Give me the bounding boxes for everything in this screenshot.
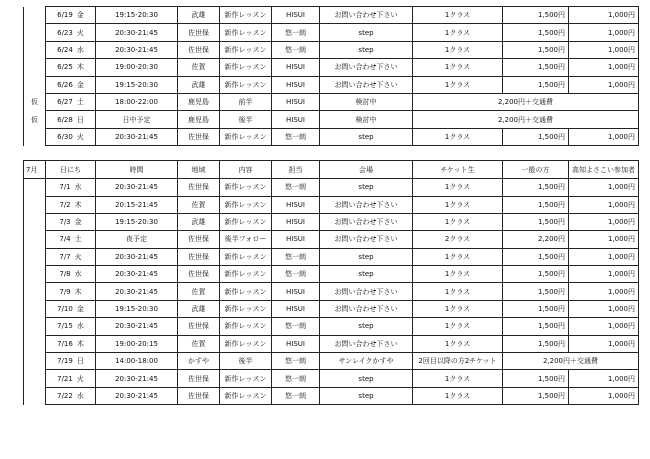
staff-cell: HISUI <box>272 231 320 248</box>
weekday-value: 金 <box>76 80 84 89</box>
table-row <box>24 370 639 387</box>
date-value: 7/19 <box>57 357 73 366</box>
staff-cell: HISUI <box>272 59 320 76</box>
staff-cell: 悠一朗 <box>272 353 320 370</box>
date-cell <box>46 111 96 128</box>
venue-cell: お問い合わせ下さい <box>320 335 413 352</box>
month-spacer <box>24 318 46 335</box>
table-row <box>24 76 639 93</box>
date-value: 6/19 <box>57 11 73 20</box>
date-value: 7/9 <box>59 287 71 296</box>
member-price-cell: 1,000円 <box>569 387 639 404</box>
table-row <box>24 231 639 248</box>
time-cell: 20:30-21:45 <box>96 266 178 283</box>
ticket-cell: 1クラス <box>413 283 503 300</box>
time-cell: 19:00-20:15 <box>96 335 178 352</box>
date-value: 6/28 <box>57 115 73 124</box>
member-price-cell: 1,000円 <box>569 213 639 230</box>
tentative-mark: 仮 <box>24 111 46 128</box>
general-price-cell: 1,500円 <box>503 213 569 230</box>
ticket-cell: 1クラス <box>413 335 503 352</box>
weekday-value: 日 <box>76 115 84 124</box>
table-row <box>24 353 639 370</box>
content-cell: 後半 <box>220 353 272 370</box>
area-cell: 佐世保 <box>178 370 220 387</box>
date-value: 7/7 <box>59 252 71 261</box>
month-label: 7月 <box>24 161 46 179</box>
general-price-cell: 1,500円 <box>503 179 569 196</box>
month-spacer <box>24 248 46 265</box>
area-cell: 武雄 <box>178 76 220 93</box>
area-cell: 佐世保 <box>178 248 220 265</box>
date-cell <box>46 335 96 352</box>
price-merged-cell: 2,200円＋交通費 <box>413 111 639 128</box>
staff-cell: 悠一朗 <box>272 24 320 41</box>
venue-cell: step <box>320 248 413 265</box>
weekday-value: 水 <box>76 45 84 54</box>
general-price-cell: 1,500円 <box>503 300 569 317</box>
date-value: 7/21 <box>57 374 73 383</box>
table-row <box>24 41 639 58</box>
general-price-cell: 1,500円 <box>503 335 569 352</box>
month-spacer <box>24 300 46 317</box>
member-price-cell: 1,000円 <box>569 370 639 387</box>
content-cell: 新作レッスン <box>220 7 272 24</box>
area-cell: 佐世保 <box>178 387 220 404</box>
date-value: 6/30 <box>57 132 73 141</box>
content-cell: 新作レッスン <box>220 266 272 283</box>
venue-cell: step <box>320 41 413 58</box>
section-gap <box>24 146 639 161</box>
date-value: 6/27 <box>57 98 73 107</box>
date-cell <box>46 41 96 58</box>
venue-cell: お問い合わせ下さい <box>320 283 413 300</box>
tentative-mark <box>24 76 46 93</box>
table-row <box>24 318 639 335</box>
schedule-sheet <box>23 6 638 405</box>
venue-cell: お問い合わせ下さい <box>320 196 413 213</box>
ticket-cell: 1クラス <box>413 59 503 76</box>
staff-cell: HISUI <box>272 76 320 93</box>
venue-cell: step <box>320 387 413 404</box>
table-row <box>24 128 639 145</box>
member-price-cell: 1,000円 <box>569 283 639 300</box>
member-price-cell: 1,000円 <box>569 41 639 58</box>
weekday-value: 木 <box>74 200 82 209</box>
table-row <box>24 387 639 404</box>
date-cell <box>46 76 96 93</box>
tentative-mark <box>24 128 46 145</box>
content-cell: 新作レッスン <box>220 318 272 335</box>
staff-cell: HISUI <box>272 213 320 230</box>
date-value: 7/15 <box>57 322 73 331</box>
date-value: 6/25 <box>57 63 73 72</box>
content-cell: 新作レッスン <box>220 41 272 58</box>
date-value: 6/24 <box>57 45 73 54</box>
date-value: 7/22 <box>57 392 73 400</box>
time-cell: 19:00-20:30 <box>96 59 178 76</box>
col-header-venue: 会場 <box>320 161 413 179</box>
member-price-cell: 1,000円 <box>569 24 639 41</box>
date-value: 7/8 <box>59 270 71 279</box>
content-cell: 新作レッスン <box>220 248 272 265</box>
venue-cell: step <box>320 179 413 196</box>
area-cell: 佐賀 <box>178 59 220 76</box>
venue-cell: お問い合わせ下さい <box>320 59 413 76</box>
date-cell <box>46 213 96 230</box>
time-cell: 日中予定 <box>96 111 178 128</box>
general-price-cell: 1,500円 <box>503 266 569 283</box>
area-cell: 佐世保 <box>178 231 220 248</box>
ticket-cell: 1クラス <box>413 387 503 404</box>
col-header-content: 内容 <box>220 161 272 179</box>
month-spacer <box>24 387 46 404</box>
weekday-value: 水 <box>76 322 84 331</box>
date-cell <box>46 93 96 110</box>
ticket-cell: 1クラス <box>413 196 503 213</box>
ticket-cell: 1クラス <box>413 76 503 93</box>
content-cell: 新作レッスン <box>220 179 272 196</box>
date-value: 7/2 <box>59 200 71 209</box>
ticket-cell: 1クラス <box>413 7 503 24</box>
weekday-value: 火 <box>76 132 84 141</box>
date-cell <box>46 283 96 300</box>
member-price-cell: 1,000円 <box>569 7 639 24</box>
general-price-cell: 1,500円 <box>503 318 569 335</box>
venue-cell: step <box>320 128 413 145</box>
member-price-cell: 1,000円 <box>569 231 639 248</box>
table-row <box>24 213 639 230</box>
content-cell: 新作レッスン <box>220 196 272 213</box>
content-cell: 新作レッスン <box>220 76 272 93</box>
ticket-cell: 2回目以降の方2チケット <box>413 353 503 370</box>
table-row <box>24 266 639 283</box>
area-cell: 武雄 <box>178 7 220 24</box>
venue-cell: お問い合わせ下さい <box>320 231 413 248</box>
weekday-value: 火 <box>76 374 84 383</box>
member-price-cell: 1,000円 <box>569 335 639 352</box>
col-header-time: 時間 <box>96 161 178 179</box>
ticket-cell: 1クラス <box>413 213 503 230</box>
member-price-cell: 1,000円 <box>569 59 639 76</box>
time-cell: 20:30-21:45 <box>96 24 178 41</box>
area-cell: 佐世保 <box>178 266 220 283</box>
table-row <box>24 283 639 300</box>
venue-cell: サンレイクかすや <box>320 353 413 370</box>
general-price-cell: 1,500円 <box>503 196 569 213</box>
col-header-staff: 担当 <box>272 161 320 179</box>
weekday-value: 木 <box>74 287 82 296</box>
venue-cell: step <box>320 24 413 41</box>
content-cell: 新作レッスン <box>220 300 272 317</box>
date-cell <box>46 353 96 370</box>
weekday-value: 金 <box>76 11 84 20</box>
area-cell: 鹿児島 <box>178 93 220 110</box>
col-header-member: 高知よさこい参加者 <box>569 161 639 179</box>
table-row <box>24 179 639 196</box>
date-cell <box>46 266 96 283</box>
july-section <box>24 161 639 405</box>
col-header-general: 一般の方 <box>503 161 569 179</box>
weekday-value: 木 <box>76 63 84 72</box>
month-spacer <box>24 196 46 213</box>
member-price-cell: 1,000円 <box>569 266 639 283</box>
staff-cell: 悠一朗 <box>272 318 320 335</box>
general-price-cell: 1,500円 <box>503 24 569 41</box>
time-cell: 20:30-21:45 <box>96 318 178 335</box>
content-cell: 前半 <box>220 93 272 110</box>
date-value: 7/4 <box>59 235 71 244</box>
date-cell <box>46 387 96 404</box>
staff-cell: HISUI <box>272 93 320 110</box>
tentative-mark <box>24 24 46 41</box>
venue-cell: お問い合わせ下さい <box>320 300 413 317</box>
area-cell: 佐世保 <box>178 128 220 145</box>
date-cell <box>46 196 96 213</box>
area-cell: 武雄 <box>178 300 220 317</box>
price-merged-cell: 2,200円＋交通費 <box>413 93 639 110</box>
venue-cell: step <box>320 370 413 387</box>
area-cell: 佐賀 <box>178 283 220 300</box>
member-price-cell: 1,000円 <box>569 196 639 213</box>
time-cell: 20:30-21:45 <box>96 283 178 300</box>
date-cell <box>46 370 96 387</box>
tentative-mark <box>24 59 46 76</box>
ticket-cell: 1クラス <box>413 179 503 196</box>
ticket-cell: 1クラス <box>413 41 503 58</box>
ticket-cell: 1クラス <box>413 370 503 387</box>
content-cell: 新作レッスン <box>220 128 272 145</box>
member-price-cell: 1,000円 <box>569 179 639 196</box>
staff-cell: HISUI <box>272 196 320 213</box>
weekday-value: 土 <box>76 98 84 107</box>
weekday-value: 火 <box>76 28 84 37</box>
area-cell: 佐世保 <box>178 179 220 196</box>
time-cell: 18:00-22:00 <box>96 93 178 110</box>
time-cell: 20:30-21:45 <box>96 179 178 196</box>
staff-cell: HISUI <box>272 300 320 317</box>
content-cell: 新作レッスン <box>220 370 272 387</box>
weekday-value: 金 <box>76 305 84 314</box>
july-header-row <box>24 161 639 179</box>
staff-cell: 悠一朗 <box>272 179 320 196</box>
member-price-cell: 1,000円 <box>569 248 639 265</box>
staff-cell: 悠一朗 <box>272 266 320 283</box>
general-price-cell: 2,200円 <box>503 231 569 248</box>
month-spacer <box>24 213 46 230</box>
general-price-cell: 1,500円 <box>503 76 569 93</box>
general-price-cell: 1,500円 <box>503 248 569 265</box>
weekday-value: 水 <box>74 270 82 279</box>
weekday-value: 木 <box>76 339 84 348</box>
price-merged-cell: 2,200円＋交通費 <box>503 353 639 370</box>
date-cell <box>46 300 96 317</box>
date-value: 7/10 <box>57 305 73 314</box>
col-header-date: 日にち <box>46 161 96 179</box>
content-cell: 新作レッスン <box>220 59 272 76</box>
content-cell: 新作レッスン <box>220 213 272 230</box>
tentative-mark <box>24 7 46 24</box>
area-cell: 佐賀 <box>178 196 220 213</box>
date-cell <box>46 231 96 248</box>
staff-cell: 悠一朗 <box>272 387 320 404</box>
ticket-cell: 1クラス <box>413 300 503 317</box>
schedule-table <box>23 6 639 405</box>
staff-cell: HISUI <box>272 283 320 300</box>
date-value: 7/3 <box>59 218 71 227</box>
table-row <box>24 93 639 110</box>
weekday-value: 火 <box>74 252 82 261</box>
venue-cell: 検討中 <box>320 93 413 110</box>
table-row <box>24 335 639 352</box>
content-cell: 新作レッスン <box>220 24 272 41</box>
staff-cell: 悠一朗 <box>272 128 320 145</box>
general-price-cell: 1,500円 <box>503 128 569 145</box>
time-cell: 夜予定 <box>96 231 178 248</box>
area-cell: 武雄 <box>178 213 220 230</box>
venue-cell: お問い合わせ下さい <box>320 76 413 93</box>
table-row <box>24 59 639 76</box>
venue-cell: お問い合わせ下さい <box>320 7 413 24</box>
weekday-value: 日 <box>76 357 84 366</box>
time-cell: 20:30-21:45 <box>96 128 178 145</box>
time-cell: 19:15-20:30 <box>96 213 178 230</box>
staff-cell: HISUI <box>272 111 320 128</box>
content-cell: 後半 <box>220 111 272 128</box>
content-cell: 新作レッスン <box>220 387 272 404</box>
table-row <box>24 7 639 24</box>
time-cell: 20:30-21:45 <box>96 387 178 404</box>
ticket-cell: 1クラス <box>413 318 503 335</box>
venue-cell: step <box>320 318 413 335</box>
general-price-cell: 1,500円 <box>503 41 569 58</box>
weekday-value: 水 <box>76 392 84 400</box>
staff-cell: 悠一朗 <box>272 370 320 387</box>
general-price-cell: 1,500円 <box>503 283 569 300</box>
area-cell: かすや <box>178 353 220 370</box>
tentative-mark <box>24 41 46 58</box>
time-cell: 20:30-21:45 <box>96 248 178 265</box>
month-spacer <box>24 283 46 300</box>
tentative-mark: 仮 <box>24 93 46 110</box>
date-cell <box>46 128 96 145</box>
staff-cell: 悠一朗 <box>272 248 320 265</box>
ticket-cell: 1クラス <box>413 24 503 41</box>
date-cell <box>46 24 96 41</box>
table-row <box>24 196 639 213</box>
area-cell: 鹿児島 <box>178 111 220 128</box>
ticket-cell: 1クラス <box>413 266 503 283</box>
col-header-ticket: チケット生 <box>413 161 503 179</box>
venue-cell: お問い合わせ下さい <box>320 213 413 230</box>
general-price-cell: 1,500円 <box>503 370 569 387</box>
col-header-area: 地域 <box>178 161 220 179</box>
ticket-cell: 1クラス <box>413 128 503 145</box>
ticket-cell: 1クラス <box>413 248 503 265</box>
general-price-cell: 1,500円 <box>503 387 569 404</box>
time-cell: 20:30-21:45 <box>96 370 178 387</box>
month-spacer <box>24 353 46 370</box>
member-price-cell: 1,000円 <box>569 128 639 145</box>
member-price-cell: 1,000円 <box>569 318 639 335</box>
area-cell: 佐世保 <box>178 24 220 41</box>
staff-cell: HISUI <box>272 335 320 352</box>
content-cell: 後半フォロー <box>220 231 272 248</box>
area-cell: 佐世保 <box>178 41 220 58</box>
table-row <box>24 24 639 41</box>
area-cell: 佐賀 <box>178 335 220 352</box>
member-price-cell: 1,000円 <box>569 300 639 317</box>
content-cell: 新作レッスン <box>220 335 272 352</box>
table-row <box>24 111 639 128</box>
member-price-cell: 1,000円 <box>569 76 639 93</box>
time-cell: 20:15-21:45 <box>96 196 178 213</box>
time-cell: 14:00-18:00 <box>96 353 178 370</box>
date-cell <box>46 318 96 335</box>
weekday-value: 水 <box>74 183 82 192</box>
month-spacer <box>24 335 46 352</box>
date-value: 6/23 <box>57 28 73 37</box>
date-cell <box>46 59 96 76</box>
date-cell <box>46 179 96 196</box>
time-cell: 19:15-20:30 <box>96 300 178 317</box>
area-cell: 佐世保 <box>178 318 220 335</box>
date-cell <box>46 248 96 265</box>
june-section <box>24 7 639 146</box>
general-price-cell: 1,500円 <box>503 59 569 76</box>
weekday-value: 土 <box>74 235 82 244</box>
venue-cell: 検討中 <box>320 111 413 128</box>
content-cell: 新作レッスン <box>220 283 272 300</box>
staff-cell: 悠一朗 <box>272 41 320 58</box>
staff-cell: HISUI <box>272 7 320 24</box>
month-spacer <box>24 179 46 196</box>
venue-cell: step <box>320 266 413 283</box>
date-value: 6/26 <box>57 80 73 89</box>
time-cell: 19:15-20:30 <box>96 76 178 93</box>
time-cell: 19:15-20:30 <box>96 7 178 24</box>
ticket-cell: 2クラス <box>413 231 503 248</box>
date-value: 7/16 <box>57 339 73 348</box>
table-row <box>24 300 639 317</box>
date-cell <box>46 7 96 24</box>
date-value: 7/1 <box>59 183 71 192</box>
table-row <box>24 248 639 265</box>
weekday-value: 金 <box>74 218 82 227</box>
month-spacer <box>24 231 46 248</box>
time-cell: 20:30-21:45 <box>96 41 178 58</box>
month-spacer <box>24 266 46 283</box>
month-spacer <box>24 370 46 387</box>
general-price-cell: 1,500円 <box>503 7 569 24</box>
